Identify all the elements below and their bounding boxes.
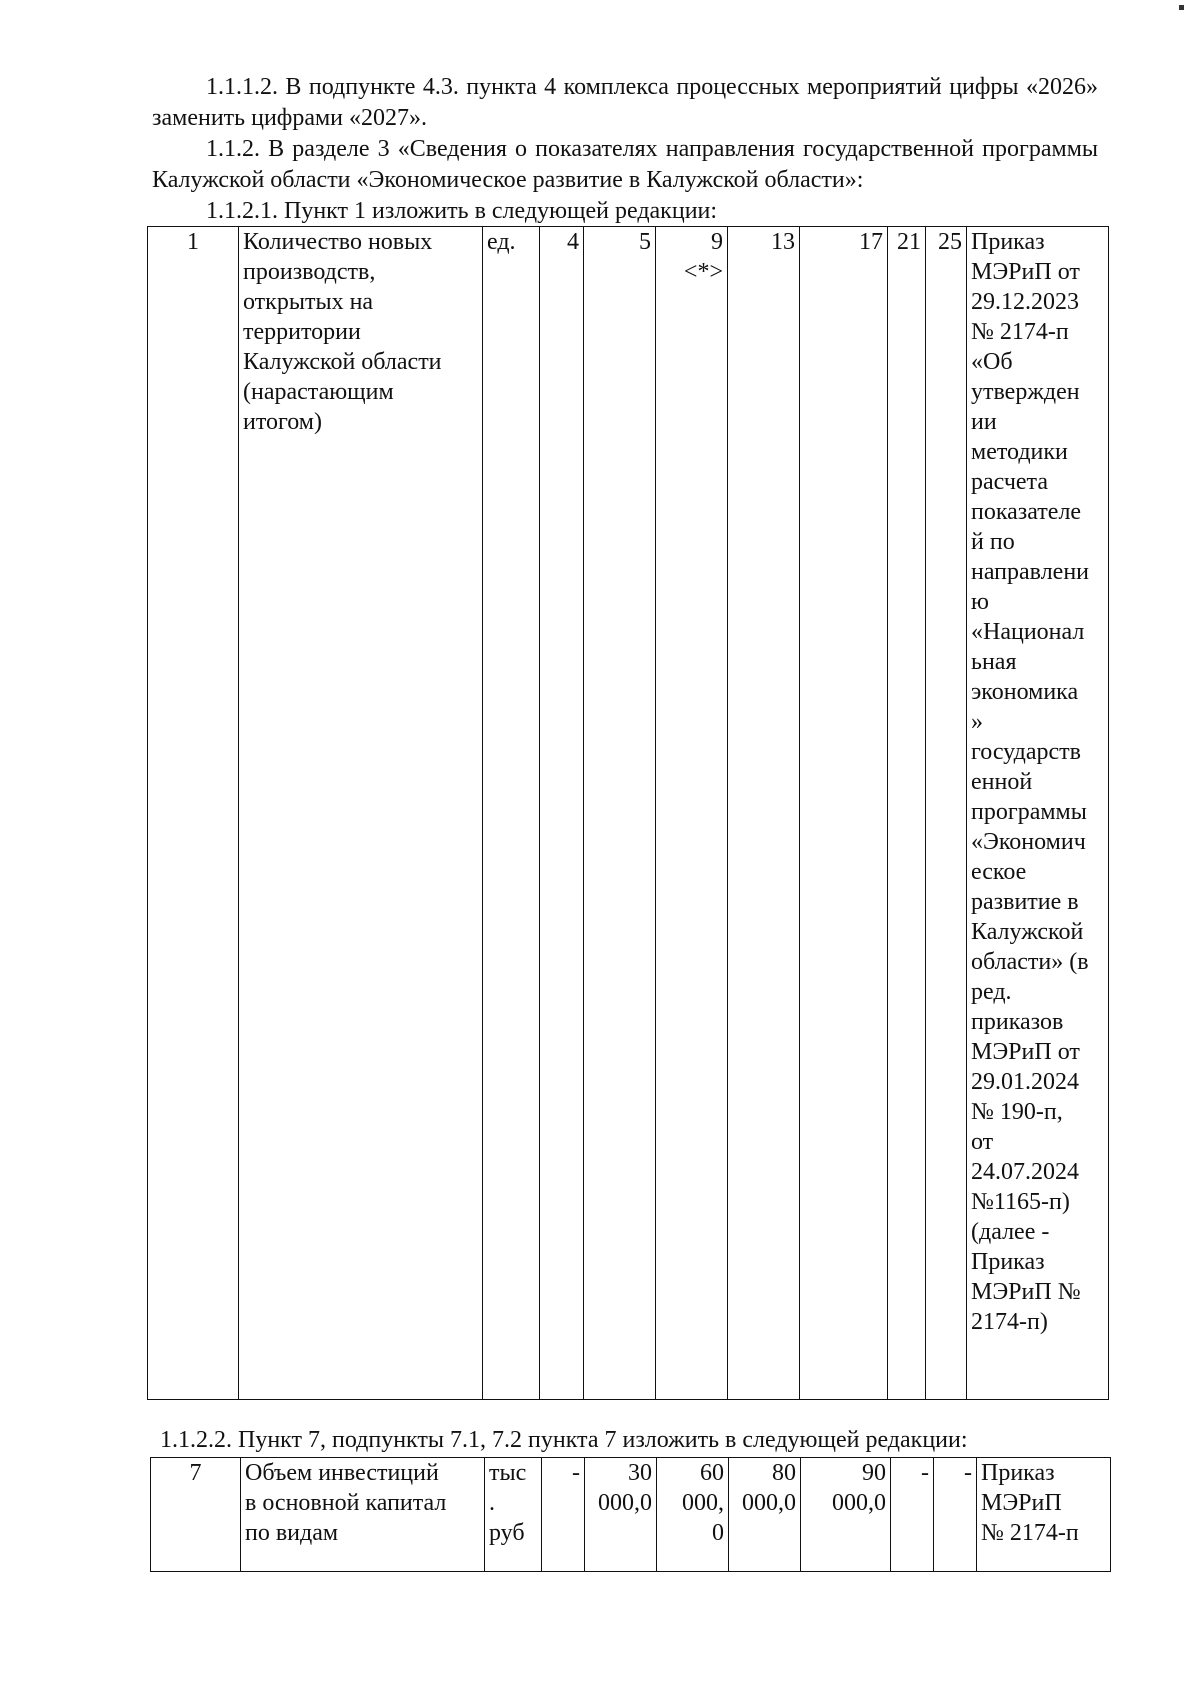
- value-cell: 60 000, 0: [657, 1458, 729, 1572]
- paragraph-1-1-2-1: 1.1.2.1. Пункт 1 изложить в следующей редакции:: [206, 198, 718, 224]
- unit: тыс . руб: [485, 1458, 542, 1572]
- value-cell: 17: [800, 227, 888, 1400]
- value-cell: -: [891, 1458, 934, 1572]
- value-cell: 4: [540, 227, 584, 1400]
- value-cell: 30 000,0: [585, 1458, 657, 1572]
- value-cell: 13: [728, 227, 800, 1400]
- scan-mark: [1179, 5, 1184, 10]
- value-cell: -: [542, 1458, 585, 1572]
- indicator-name: Объем инвестиций в основной капитал по видам: [241, 1458, 485, 1572]
- value-cell: 21: [888, 227, 926, 1400]
- paragraph-1-1-1-2: 1.1.1.2. В подпункте 4.3. пункта 4 комплекса процессных мероприятий цифры «2026» заменить цифрами «2027».: [152, 74, 1098, 131]
- value-cell: 90 000,0: [801, 1458, 891, 1572]
- source-document: Приказ МЭРиП от 29.12.2023 № 2174-п «Об утвержден ии методики расчета показателе й по направлени ю «Национал ьная экономика » государств енной программы «Экономич еское развитие в Калужской области» (в ред. приказов МЭРиП от 29.01.2024 № 190-п, от 24.07.2024 №1165-п) (далее - Приказ МЭРиП № 2174-п): [967, 227, 1109, 1400]
- value-cell: -: [934, 1458, 977, 1572]
- source-document: Приказ МЭРиП № 2174-п: [977, 1458, 1111, 1572]
- row-number: 1: [148, 227, 239, 1400]
- indicator-name: Количество новых производств, открытых на территории Калужской области (нарастающим итогом): [239, 227, 483, 1400]
- indicator-table-row-1: [147, 226, 1109, 1400]
- row-number: 7: [151, 1458, 241, 1572]
- value-cell: 80 000,0: [729, 1458, 801, 1572]
- unit: ед.: [483, 227, 540, 1400]
- table-row: [148, 227, 1109, 1400]
- value-cell: 5: [584, 227, 656, 1400]
- value-cell: 9 <*>: [656, 227, 728, 1400]
- paragraph-1-1-2: 1.1.2. В разделе 3 «Сведения о показателях направления государственной программы Калужской области «Экономическое развитие в Калужской области»:: [152, 136, 1098, 193]
- paragraph-1-1-2-2: 1.1.2.2. Пункт 7, подпункты 7.1, 7.2 пункта 7 изложить в следующей редакции:: [160, 1427, 968, 1453]
- value-cell: 25: [926, 227, 967, 1400]
- indicator-table-row-7: [150, 1457, 1111, 1572]
- table-row: [151, 1458, 1111, 1572]
